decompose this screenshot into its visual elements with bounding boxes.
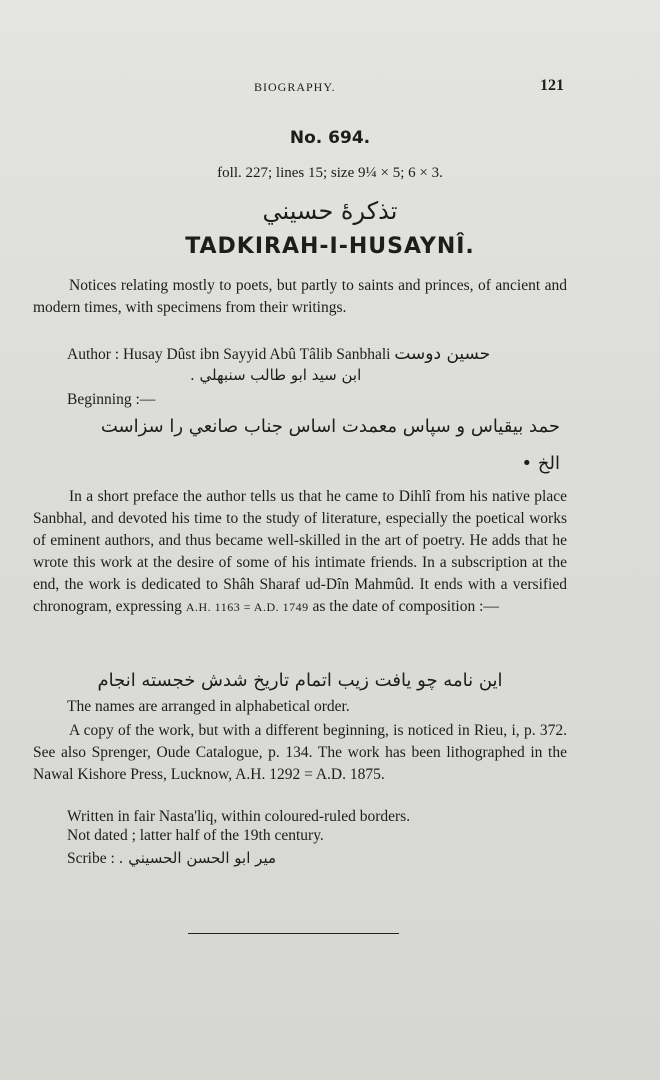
page-number: 121 [540, 77, 564, 94]
preface-paragraph [33, 486, 567, 618]
chronogram-intro: as the date of composition :— [312, 598, 499, 615]
preface-text: In a short preface the author tells us that he came to Dihlî from his native place Sanbhal, and devoted his time to the study of literature, especially the poetical works of eminent authors, and thus became well-skilled in the art of poetry. He adds that he wrote this work at the desire of some of his intimate friends. In a subscription at the end, the work is dedicated to Shâh Sharaf ud-Dîn Mahmûd. It ends with a versified chronogram, expressing [33, 488, 567, 615]
entry-number: No. 694. [289, 128, 371, 148]
collation-line: foll. 227; lines 15; size 9¼ × 5; 6 × 3. [217, 165, 443, 181]
chronogram-verse: اين نامه چو يافت زيب اتمام تاريخ شدش خجسته انجام [97, 670, 503, 691]
beginning-text-line-1: حمد بيقياس و سپاس معمدت اساس جناب صانعي را سزاست [100, 416, 560, 437]
section-rule [188, 933, 399, 934]
description-paragraph: Notices relating mostly to poets, but partly to saints and princes, of ancient and modern times, with specimens from their writings. [33, 277, 567, 316]
scribe-name: مير ابو الحسن الحسيني . [118, 849, 277, 867]
scribe-label: Scribe : [67, 850, 115, 867]
running-head: BIOGRAPHY. [254, 80, 336, 94]
author-name: Husay Dûst ibn Sayyid Abû Tâlib Sanbhali [122, 346, 391, 363]
beginning-label: Beginning :— [67, 391, 156, 408]
date-note: Not dated ; latter half of the 19th century. [67, 827, 324, 844]
author-line [67, 343, 490, 366]
author-persian-name: حسين دوست [394, 344, 491, 364]
entry-title: TADKIRAH-I-HUSAYNÎ. [185, 234, 475, 259]
scribe-line [67, 847, 276, 870]
beginning-text-line-2: الخ • [521, 453, 560, 474]
script-note: Written in fair Nasta'liq, within coloured-ruled borders. [67, 808, 411, 825]
arrangement-note: The names are arranged in alphabetical order. [67, 698, 350, 715]
persian-title: تذكرهٔ حسيني [262, 197, 398, 225]
copy-note-paragraph: A copy of the work, but with a different beginning, is noticed in Rieu, i, p. 372. See also Sprenger, Oude Catalogue, p. 134. The work has been lithographed in the Nawal Kishore Press, Lucknow, A.H. 1292 = A.D. 1875. [33, 722, 567, 783]
author-label: Author : [67, 346, 120, 363]
author-persian-name-continued: ابن سيد ابو طالب سنبهلي . [190, 366, 362, 384]
chronogram-date: A.H. 1163 = A.D. 1749 [185, 600, 309, 614]
